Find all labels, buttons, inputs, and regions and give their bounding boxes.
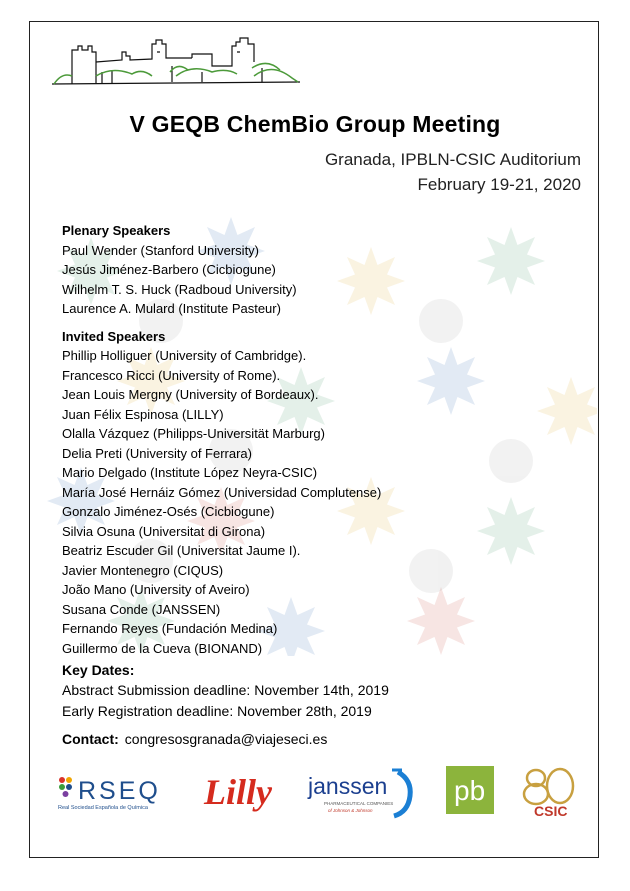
speakers-section: [62, 221, 381, 658]
rseq-logo: [56, 774, 190, 816]
key-dates-heading: Key Dates:: [62, 662, 135, 678]
abstract-deadline: Abstract Submission deadline: November 14th, 2019: [62, 682, 389, 698]
invited-speaker: Phillip Holliguer (University of Cambridge).: [62, 348, 307, 363]
invited-speaker: Juan Félix Espinosa (LILLY): [62, 406, 224, 422]
invited-speaker: Delia Preti (University of Ferrara): [62, 445, 252, 461]
janssen-subtitle: PHARMACEUTICAL COMPANIES: [324, 801, 394, 806]
pb-logo: [446, 766, 494, 814]
janssen-logo: [306, 760, 424, 822]
event-venue: Granada, IPBLN-CSIC Auditorium: [324, 150, 581, 169]
invited-speaker: Mario Delgado (Institute López Neyra-CSIC): [62, 465, 318, 480]
sponsor-logos: [56, 756, 596, 826]
rseq-name: RSEQ: [78, 777, 161, 805]
contact-email-link[interactable]: congresosgranada@viajeseci.es: [124, 731, 328, 747]
janssen-swoosh-icon: [394, 772, 410, 816]
lilly-name: Lilly: [204, 772, 272, 812]
plenary-heading: Plenary Speakers: [62, 223, 171, 238]
plenary-speaker: Paul Wender (Stanford University): [62, 242, 260, 258]
pb-name: pb: [454, 775, 486, 806]
plenary-speaker: Jesús Jiménez-Barbero (Cicbiogune): [62, 262, 276, 277]
alhambra-sketch-icon: [52, 32, 300, 94]
janssen-subtitle2: of Johnson & Johnson: [328, 808, 373, 813]
csic-80-icon: [524, 769, 573, 804]
invited-speaker: Beatriz Escuder Gil (Universitat Jaume I).: [62, 543, 301, 558]
csic-name: CSIC: [534, 803, 568, 819]
rseq-subtitle: Real Sociedad Española de Química: [58, 805, 148, 811]
invited-speaker: João Mano (University of Aveiro): [62, 582, 250, 597]
rseq-dots-icon: [59, 777, 72, 797]
invited-speaker: Jean Louis Mergny (University of Bordeaux).: [62, 387, 319, 402]
contact-line: [62, 731, 327, 747]
invited-speaker: Gonzalo Jiménez-Osés (Cicbiogune): [62, 504, 275, 519]
invited-speaker: Olalla Vázquez (Philipps-Universität Marburg): [62, 426, 325, 441]
invited-speaker: Silvia Osuna (Universitat di Girona): [62, 523, 266, 539]
registration-deadline: Early Registration deadline: November 28th, 2019: [62, 703, 372, 719]
plenary-speaker: Wilhelm T. S. Huck (Radboud University): [62, 281, 297, 297]
invited-speaker: Guillermo de la Cueva (BIONAND): [62, 640, 263, 656]
contact-label: Contact:: [62, 731, 119, 747]
invited-speaker: Francesco Ricci (University of Rome).: [62, 367, 281, 383]
lilly-logo: [202, 764, 282, 819]
key-dates-section: [62, 660, 389, 722]
plenary-speaker: Laurence A. Mulard (Institute Pasteur): [62, 301, 281, 316]
csic-logo: [514, 762, 584, 822]
event-dates: February 19-21, 2020: [417, 175, 581, 194]
invited-speaker: Susana Conde (JANSSEN): [62, 601, 221, 617]
event-title: V GEQB ChemBio Group Meeting: [129, 111, 501, 137]
janssen-name: janssen: [308, 773, 388, 799]
invited-heading: Invited Speakers: [62, 328, 166, 344]
invited-speaker: Javier Montenegro (CIQUS): [62, 562, 224, 578]
invited-speaker: Fernando Reyes (Fundación Medina): [62, 621, 278, 636]
invited-speaker: María José Hernáiz Gómez (Universidad Complutense): [62, 484, 382, 500]
